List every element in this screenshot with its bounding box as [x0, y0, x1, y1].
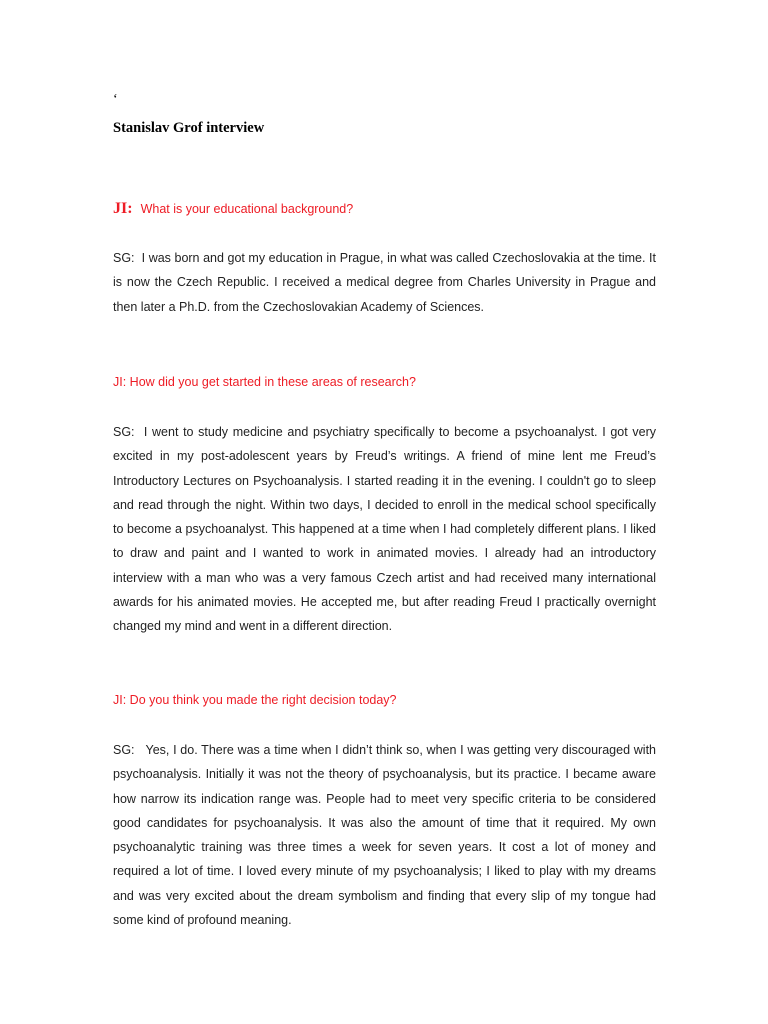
question-3: JI: Do you think you made the right decision today?	[113, 693, 397, 707]
answer-1: SG: I was born and got my education in Prague, in what was called Czechoslovakia at the time. It is now the Czech Republic. I received a medical degree from Charles University in Prague and then later a Ph.D. from the Czechoslovakian Academy of Sciences.	[113, 251, 660, 314]
stray-quote-mark: ‘	[113, 92, 118, 107]
answer-3: SG: Yes, I do. There was a time when I didn’t think so, when I was getting very discouraged with psychoanalysis. Initially it was not the theory of psychoanalysis, but its practice. I became aware how narrow its indication range was. People had to meet very specific criteria to be considered good candidates for psychoanalysis. It was also the amount of time that it required. My own psychoanalytic training was three times a week for seven years. It cost a lot of money and required a lot of time. I loved every minute of my psychoanalysis; I liked to play with my dreams and was very excited about the dream symbolism and finding that every slip of my tongue had some kind of profound meaning.	[113, 743, 660, 928]
question-1-text: What is your educational background?	[140, 202, 354, 216]
question-1-speaker: JI:	[113, 200, 133, 217]
question-1	[113, 200, 655, 218]
question-2: JI: How did you get started in these areas of research?	[113, 375, 416, 389]
document-title: Stanislav Grof interview	[113, 120, 265, 136]
answer-2: SG: I went to study medicine and psychiatry specifically to become a psychoanalyst. I got very excited in my post-adolescent years by Freud’s writings. A friend of mine lent me Freud’s Introductory Lectures on Psychoanalysis. I started reading it in the evening. I couldn't go to sleep and read through the night. Within two days, I decided to enroll in the medical school specifically to become a psychoanalyst. This happened at a time when I had completely different plans. I liked to draw and paint and I wanted to work in animated movies. I already had an introductory interview with a man who was a very famous Czech artist and had received many international awards for his animated movies. He accepted me, but after reading Freud I practically overnight changed my mind and went in a different direction.	[113, 425, 660, 634]
